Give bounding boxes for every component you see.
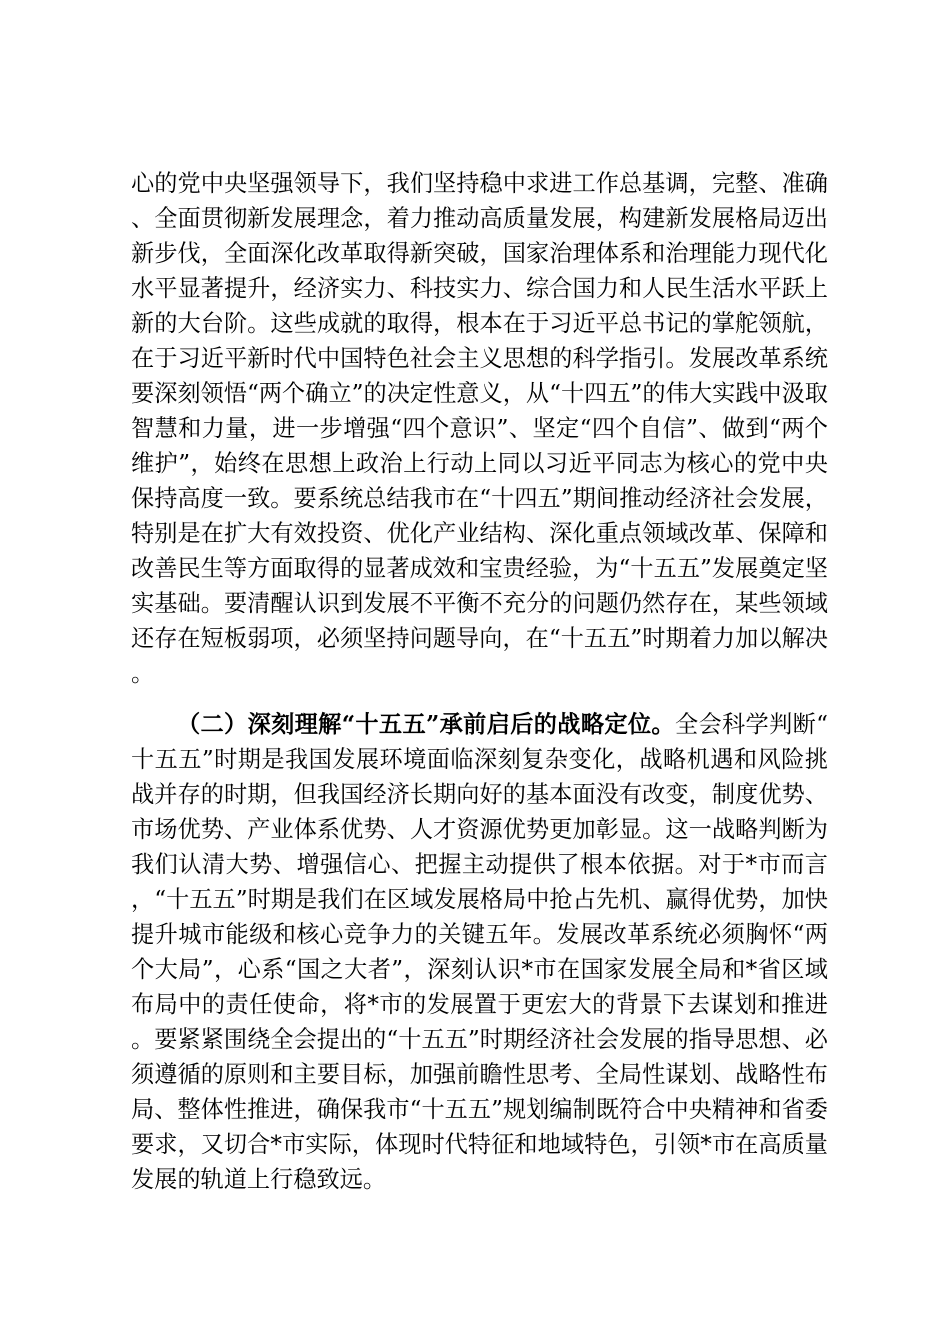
section-heading-2: （二）深刻理解“十五五”承前启后的战略定位。 (177, 711, 675, 738)
document-page (131, 166, 828, 1197)
body-paragraph-1: 心的党中央坚强领导下，我们坚持稳中求进工作总基调，完整、准确、全面贯彻新发展理念，着力推动高质量发展，构建新发展格局迈出新步伐，全面深化改革取得新突破，国家治理体系和治理能力现代化水平显著提升，经济实力、科技实力、综合国力和人民生活水平跃上新的大台阶。这些成就的取得，根本在于习近平总书记的掌舵领航，在于习近平新时代中国特色社会主义思想的科学指引。发展改革系统要深刻领悟“两个确立”的决定性意义，从“十四五”的伟大实践中汲取智慧和力量，进一步增强“四个意识”、坚定“四个自信”、做到“两个维护”，始终在思想上政治上行动上同以习近平同志为核心的党中央保持高度一致。要系统总结我市在“十四五”期间推动经济社会发展，特别是在扩大有效投资、优化产业结构、深化重点领域改革、保障和改善民生等方面取得的显著成效和宝贵经验，为“十五五”发展奠定坚实基础。要清醒认识到发展不平衡不充分的问题仍然存在，某些领域还存在短板弱项，必须坚持问题导向，在“十五五”时期着力加以解决。 (131, 170, 828, 687)
body-paragraph-2 (131, 707, 828, 1197)
body-paragraph-2-text: 全会科学判断“十五五”时期是我国发展环境面临深刻复杂变化，战略机遇和风险挑战并存的时期，但我国经济长期向好的基本面没有改变，制度优势、市场优势、产业体系优势、人才资源优势更加彰显。这一战略判断为我们认清大势、增强信心、把握主动提供了根本依据。对于*市而言，“十五五”时期是我们在区域发展格局中抢占先机、赢得优势，加快提升城市能级和核心竞争力的关键五年。发展改革系统必须胸怀“两个大局”，心系“国之大者”，深刻认识*市在国家发展全局和*省区域布局中的责任使命，将*市的发展置于更宏大的背景下去谋划和推进。要紧紧围绕全会提出的“十五五”时期经济社会发展的指导思想、必须遵循的原则和主要目标，加强前瞻性思考、全局性谋划、战略性布局、整体性推进，确保我市“十五五”规划编制既符合中央精神和省委要求，又切合*市实际，体现时代特征和地域特色，引领*市在高质量发展的轨道上行稳致远。 (131, 711, 828, 1193)
